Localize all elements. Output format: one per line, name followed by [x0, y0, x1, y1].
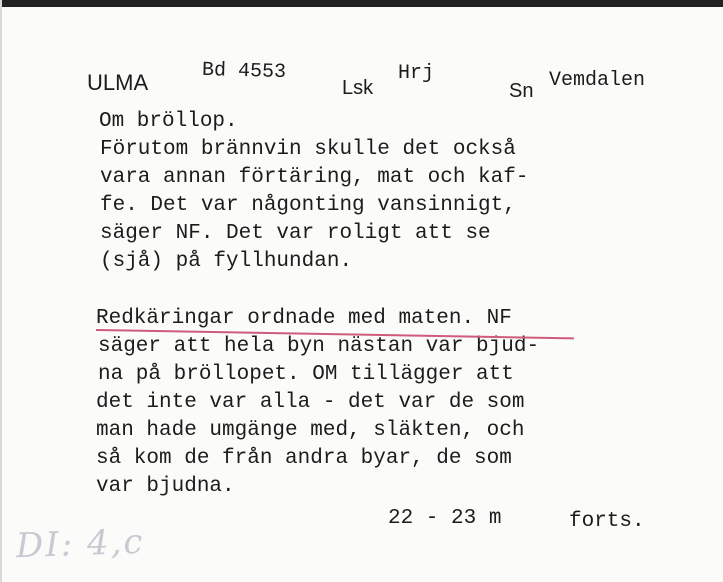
lsk-label: Lsk: [342, 77, 374, 99]
text-line: (sjå) på fyllhundan.: [100, 250, 353, 273]
page-range: 22 - 23 m: [388, 507, 502, 530]
card-left-edge: [0, 0, 2, 582]
sn-label: Sn: [509, 80, 534, 102]
province-value: Hrj: [398, 62, 435, 85]
text-line: Förutom brännvin skulle det också: [100, 138, 516, 161]
text-line: Redkäringar ordnade med maten. NF: [96, 307, 512, 330]
text-line: var bjudna.: [96, 475, 235, 498]
text-line: man hade umgänge med, släkten, och: [96, 419, 525, 442]
text-line: säger NF. Det var roligt att se: [100, 222, 491, 245]
continued-label: forts.: [569, 510, 645, 533]
text-line: vara annan förtäring, mat och kaf-: [100, 166, 529, 189]
archive-label: ULMA: [87, 70, 149, 95]
text-line: så kom de från andra byar, de som: [96, 447, 512, 470]
text-line: säger att hela byn nästan var bjud-: [98, 335, 540, 358]
handwritten-note: DI: 4,c: [15, 521, 146, 567]
text-line: Om bröllop.: [99, 110, 238, 133]
text-line: fe. Det var någonting vansinnigt,: [100, 194, 516, 217]
text-line: det inte var alla - det var de som: [96, 391, 525, 414]
card-top-edge: [0, 0, 723, 7]
text-line: na på bröllopet. OM tillägger att: [98, 363, 514, 386]
record-number: Bd 4553: [201, 58, 287, 85]
parish-value: Vemdalen: [549, 69, 646, 92]
